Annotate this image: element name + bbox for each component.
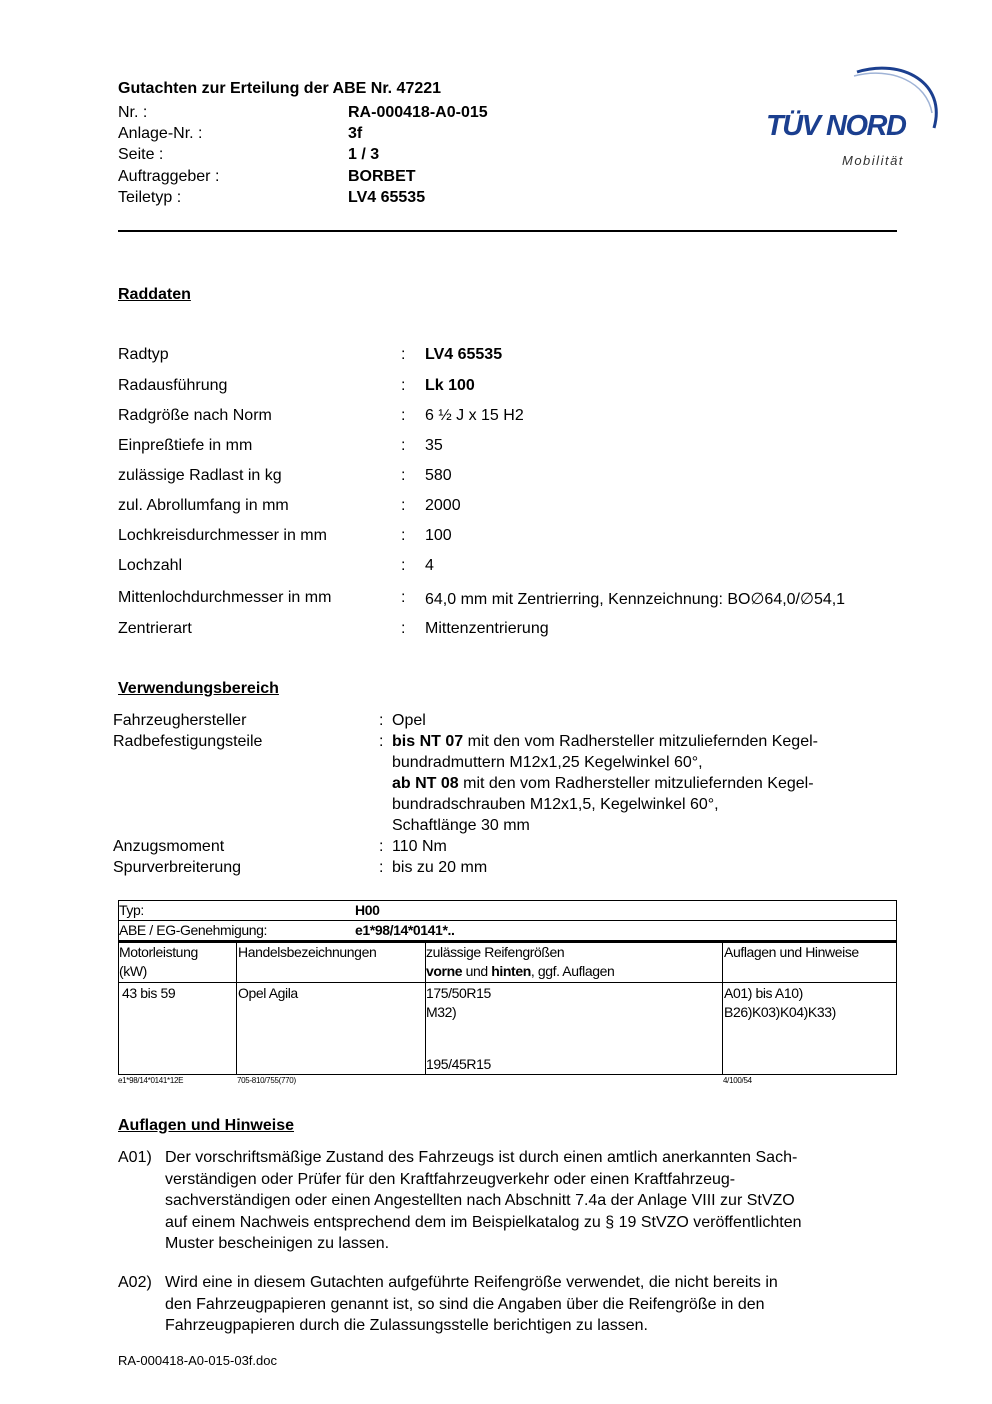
befestigung-line-4: bundradschrauben M12x1,5, Kegelwinkel 60°, (392, 796, 719, 813)
tuv-nord-logo (762, 58, 942, 173)
verwendung-label: Spurverbreiterung (113, 859, 242, 876)
row-tire-1: 175/50R15 (426, 985, 491, 1001)
section-title-raddaten: Raddaten (118, 286, 191, 303)
row-tire-1-note: M32) (426, 1004, 457, 1020)
befestigung-line-5: Schaftlänge 30 mm (392, 817, 530, 834)
verwendung-value: 110 Nm (392, 838, 447, 855)
verwendung-label: Anzugsmoment (113, 838, 225, 855)
note-text (165, 1272, 905, 1337)
row-notes-1: A01) bis A10) (724, 985, 803, 1001)
row-power: 43 bis 59 (122, 985, 176, 1001)
colon: : (401, 346, 406, 363)
header-label: Teiletyp : (118, 189, 182, 206)
raddaten-label: Radausführung (118, 377, 228, 394)
befestigung-text: mit den vom Radhersteller mitzuliefernden Kegel- (458, 775, 814, 792)
colon: : (379, 733, 384, 750)
verwendung-value: bis zu 20 mm (392, 859, 488, 876)
raddaten-label: Einpreßtiefe in mm (118, 437, 253, 454)
verwendung-label: Radbefestigungsteile (113, 733, 263, 750)
header-value: BORBET (348, 168, 416, 185)
raddaten-label: zulässige Radlast in kg (118, 467, 282, 484)
befestigung-bold: bis NT 07 (392, 733, 464, 750)
typ-value: H00 (355, 902, 380, 918)
reifen-vorne: vorne (426, 963, 463, 979)
raddaten-value: 6 ½ J x 15 H2 (425, 407, 524, 424)
header-value: LV4 65535 (348, 189, 426, 206)
colon: : (401, 527, 406, 544)
document-title: Gutachten zur Erteilung der ABE Nr. 47221 (118, 80, 442, 97)
col-handelsbezeichnungen-head: Handelsbezeichnungen (238, 944, 377, 960)
colon: : (401, 467, 406, 484)
raddaten-label: Radgröße nach Norm (118, 407, 272, 424)
abe-label: ABE / EG-Genehmigung: (119, 922, 268, 938)
raddaten-value: 2000 (425, 497, 461, 514)
col-reifen-subhead (426, 962, 614, 981)
note-line: sachverständigen oder einen Angestellten nach Abschnitt 7.4a der Anlage VIII zur StVZO (165, 1192, 795, 1209)
raddaten-label: Radtyp (118, 346, 169, 363)
table-row-typ (118, 900, 897, 921)
verwendung-value: Opel (392, 712, 426, 729)
typ-label: Typ: (119, 902, 144, 918)
raddaten-value: Lk 100 (425, 377, 475, 394)
raddaten-value: 100 (425, 527, 452, 544)
table-foot-3: 4/100/54 (723, 1076, 752, 1085)
verwendung-label: Fahrzeughersteller (113, 712, 247, 729)
note-code: A02) (118, 1274, 152, 1291)
raddaten-value: 580 (425, 467, 452, 484)
header-label: Seite : (118, 146, 164, 163)
col-motorleistung-head: Motorleistung (119, 944, 198, 960)
section-title-auflagen: Auflagen und Hinweise (118, 1117, 295, 1134)
abe-value: e1*98/14*0141*.. (355, 922, 455, 938)
table-foot-2: 705-810/755(770) (237, 1076, 296, 1085)
colon: : (401, 557, 406, 574)
note-line: Der vorschriftsmäßige Zustand des Fahrzeugs ist durch einen amtlich anerkannten Sach- (165, 1149, 798, 1166)
raddaten-label: Lochzahl (118, 557, 183, 574)
header-label: Nr. : (118, 104, 148, 121)
note-line: verständigen oder Prüfer für den Kraftfahrzeugverkehr oder einen Kraftfahrzeug- (165, 1170, 736, 1188)
raddaten-value: 64,0 mm mit Zentrierring, Kennzeichnung: BO∅64,0/∅54,1 (425, 591, 846, 608)
colon: : (379, 859, 384, 876)
reifen-hinten: hinten (491, 963, 531, 979)
colon: : (379, 712, 384, 729)
col-reifen-head: zulässige Reifengrößen (426, 944, 565, 960)
col-motorleistung-unit: (kW) (119, 963, 147, 979)
befestigung-line-1 (392, 731, 818, 752)
reifen-und: und (462, 963, 492, 979)
header-value: 1 / 3 (348, 146, 380, 163)
colon: : (401, 437, 406, 454)
row-notes-2: B26)K03)K04)K33) (724, 1004, 836, 1020)
raddaten-value: LV4 65535 (425, 346, 503, 363)
reifen-auflagen: , ggf. Auflagen (530, 963, 615, 979)
section-title-verwendungsbereich: Verwendungsbereich (118, 680, 279, 697)
logo-brand-text: TÜV NORD (766, 110, 906, 142)
note-line: Fahrzeugpapieren durch die Zulassungsstelle berichtigen zu lassen. (165, 1317, 648, 1334)
header-divider (118, 230, 897, 232)
header-label: Anlage-Nr. : (118, 125, 203, 142)
befestigung-line-3 (392, 773, 814, 794)
note-line: auf einem Nachweis entsprechend dem im Beispielkatalog zu § 19 StVZO veröffentlichten (165, 1213, 802, 1231)
note-line: Muster bescheinigen zu lassen. (165, 1235, 390, 1252)
colon: : (379, 838, 384, 855)
logo-sub-text: Mobilität (842, 153, 904, 168)
raddaten-label: zul. Abrollumfang in mm (118, 497, 289, 514)
befestigung-bold: ab NT 08 (392, 775, 459, 792)
colon: : (401, 377, 406, 394)
note-text (165, 1147, 905, 1255)
befestigung-line-2: bundradmuttern M12x1,25 Kegelwinkel 60°, (392, 754, 703, 771)
header-value: 3f (348, 125, 363, 142)
row-name: Opel Agila (238, 985, 298, 1001)
note-code: A01) (118, 1149, 152, 1166)
colon: : (401, 407, 406, 424)
raddaten-label: Zentrierart (118, 620, 192, 637)
note-line: Wird eine in diesem Gutachten aufgeführte Reifengröße verwendet, die nicht bereits in (165, 1274, 778, 1291)
raddaten-value: 35 (425, 437, 443, 454)
row-tire-2: 195/45R15 (426, 1056, 491, 1072)
note-line: den Fahrzeugpapieren genannt ist, so sind die Angaben über die Reifengröße in den (165, 1295, 765, 1313)
footer-filename: RA-000418-A0-015-03f.doc (118, 1353, 277, 1368)
header-value: RA-000418-A0-015 (348, 104, 488, 121)
colon: : (401, 589, 406, 606)
col-auflagen-head: Auflagen und Hinweise (724, 944, 859, 960)
raddaten-label: Mittenlochdurchmesser in mm (118, 589, 332, 606)
colon: : (401, 497, 406, 514)
colon: : (401, 620, 406, 637)
raddaten-label: Lochkreisdurchmesser in mm (118, 527, 327, 544)
raddaten-value: 4 (425, 557, 434, 574)
header-label: Auftraggeber : (118, 168, 220, 185)
befestigung-text: mit den vom Radhersteller mitzuliefernden Kegel- (463, 733, 818, 750)
table-foot-1: e1*98/14*0141*12E (118, 1076, 184, 1085)
raddaten-value: Mittenzentrierung (425, 620, 549, 637)
